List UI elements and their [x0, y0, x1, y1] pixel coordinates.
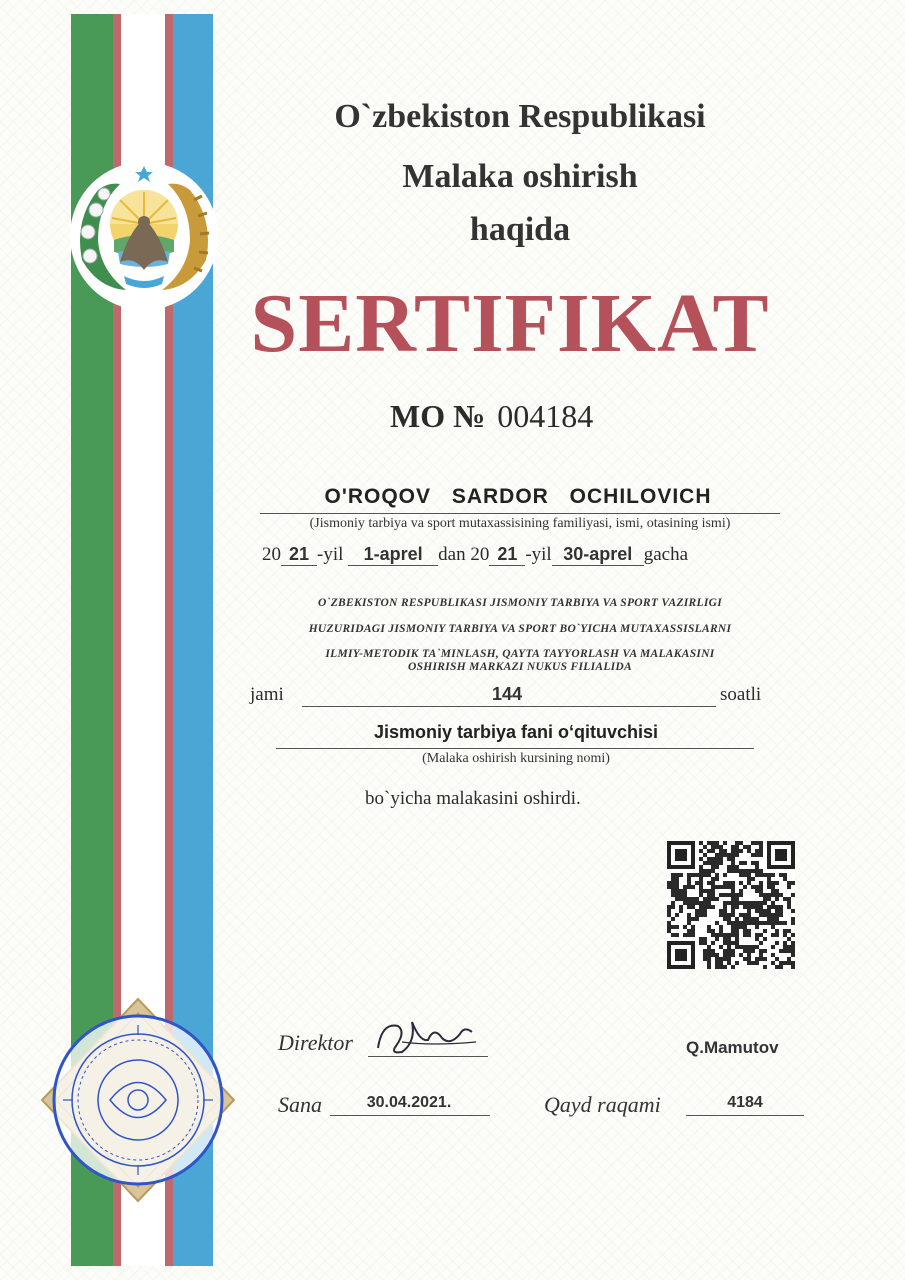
- gacha-label: gacha: [643, 544, 689, 565]
- header-line-1: O`zbekiston Respublikasi: [334, 98, 706, 135]
- start-year-prefix: 20: [262, 544, 281, 565]
- dan-label: dan: [438, 544, 466, 565]
- period-line: [262, 544, 688, 566]
- start-date: 1-aprel: [348, 544, 438, 566]
- registration-label: Qayd raqami: [544, 1092, 661, 1117]
- organization-line-4: OSHIRISH MARKAZI NUKUS FILIALIDA: [407, 661, 632, 673]
- end-date: 30-aprel: [552, 544, 644, 566]
- director-name: Q.Mamutov: [686, 1038, 779, 1057]
- name-underline: [260, 513, 780, 514]
- registration-underline: [686, 1115, 804, 1116]
- official-seal-icon: [38, 995, 238, 1205]
- organization-line-3: ILMIY-METODIK TA`MINLASH, QAYTA TAYYORLASH VA MALAKASINI: [325, 648, 715, 660]
- registration-value: 4184: [727, 1094, 763, 1111]
- date-label: Sana: [278, 1092, 322, 1117]
- hours-underline: [302, 706, 716, 707]
- course-caption: (Malaka oshirish kursining nomi): [422, 751, 610, 766]
- hours-suffix: soatli: [720, 684, 762, 705]
- yil-label-2: -yil: [525, 544, 552, 565]
- signature-icon: [372, 1012, 484, 1060]
- course-underline: [276, 748, 754, 749]
- start-year-fill: 21: [281, 544, 317, 566]
- header-line-2: Malaka oshirish: [402, 158, 638, 195]
- organization-line-2: HUZURIDAGI JISMONIY TARBIYA VA SPORT BO`YICHA MUTAXASSISLARNI: [308, 623, 732, 635]
- date-underline: [330, 1115, 490, 1116]
- yil-label-1: -yil: [317, 544, 344, 565]
- certificate-title: SERTIFIKAT: [250, 277, 770, 370]
- qr-code-icon: [667, 841, 795, 969]
- course-name: Jismoniy tarbiya fani o‘qituvchisi: [373, 722, 659, 742]
- state-emblem-icon: [68, 160, 220, 312]
- holder-caption: (Jismoniy tarbiya va sport mutaxassisining familiyasi, ismi, otasining ismi): [309, 516, 731, 531]
- end-year-fill: 21: [489, 544, 525, 566]
- serial-prefix: MO №: [390, 398, 486, 434]
- hours-value: 144: [491, 684, 523, 704]
- serial-number: [390, 398, 593, 435]
- director-signature-line: [368, 1056, 488, 1057]
- hours-prefix: jami: [250, 684, 284, 705]
- header-line-3: haqida: [469, 211, 571, 248]
- serial-value: 004184: [497, 398, 594, 434]
- end-year-prefix: 20: [470, 544, 490, 565]
- organization-line-1: O`ZBEKISTON RESPUBLIKASI JISMONIY TARBIYA VA SPORT VAZIRLIGI: [318, 597, 722, 609]
- date-value: 30.04.2021.: [366, 1094, 452, 1111]
- completion-text: bo`yicha malakasini oshirdi.: [365, 788, 581, 809]
- holder-full-name: O'ROQOV SARDOR OCHILOVICH: [324, 485, 712, 508]
- director-label: Direktor: [278, 1030, 353, 1055]
